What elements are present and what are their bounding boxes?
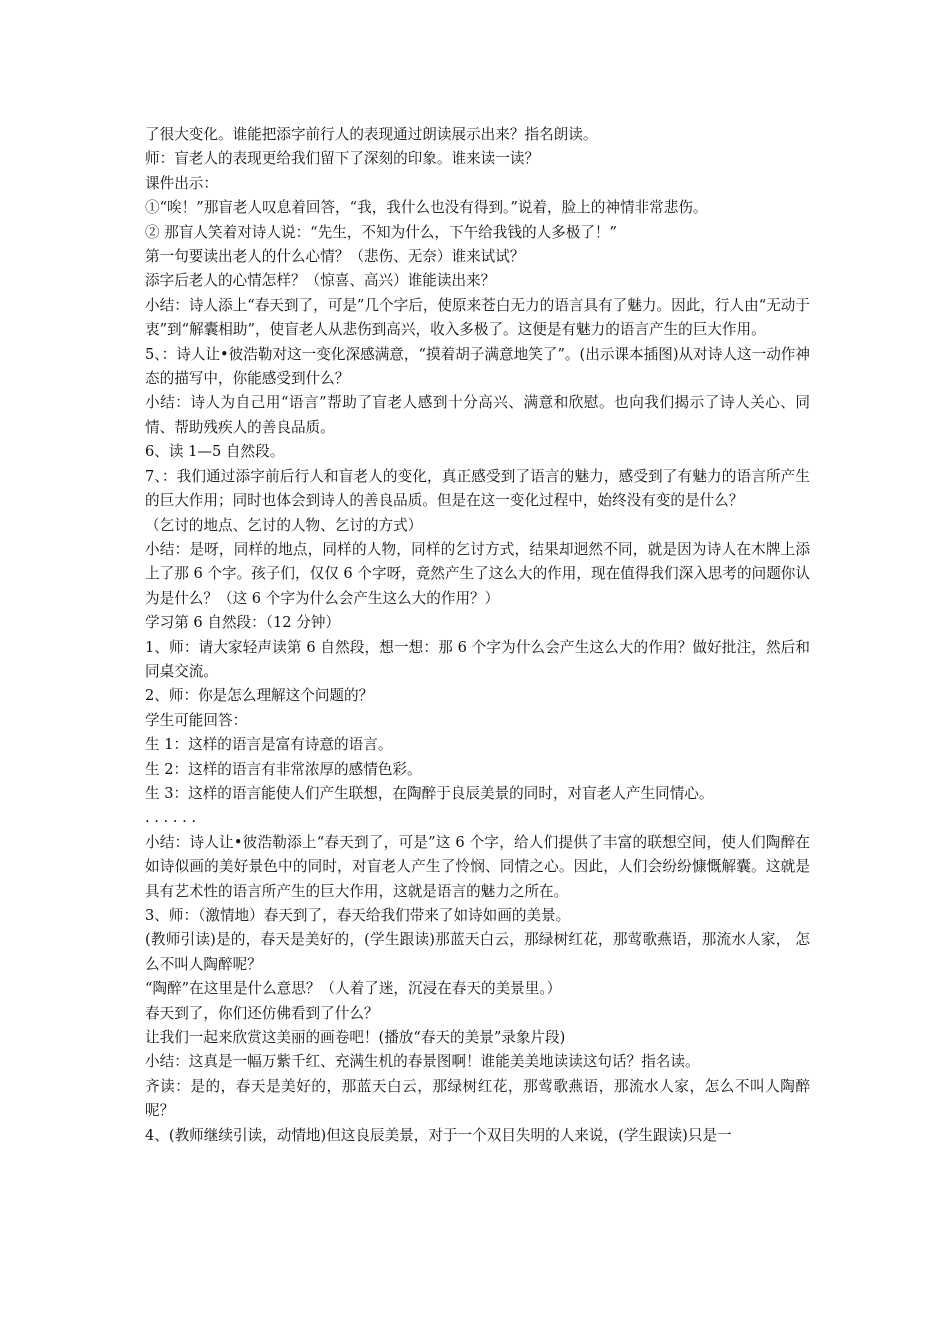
paragraph: （乞讨的地点、乞讨的人物、乞讨的方式） xyxy=(145,516,423,534)
paragraph: 齐读：是的，春天是美好的，那蓝天白云，那绿树红花，那莺歌燕语，那流水人家，怎么不叫人陶醉呢？ xyxy=(145,1077,810,1120)
paragraph: 小结：诗人为自己用“语言”帮助了盲老人感到十分高兴、满意和欣慰。也向我们揭示了诗人关心、同情、帮助残疾人的善良品质。 xyxy=(145,394,810,436)
paragraph: 第一句要读出老人的什么心情？（悲伤、无奈）谁来试试？ xyxy=(145,248,525,266)
paragraph: 6、读 1—5 自然段。 xyxy=(145,443,285,461)
paragraph: 2、师：你是怎么理解这个问题的？ xyxy=(145,687,374,705)
paragraph: 春天到了，你们还仿佛看到了什么？ xyxy=(145,1004,379,1022)
document-body xyxy=(145,123,810,1148)
ellipsis-line: . . . . . . xyxy=(145,809,197,827)
paragraph: 生 1：这样的语言是富有诗意的语言。 xyxy=(145,736,393,754)
paragraph: 课件出示： xyxy=(145,174,218,192)
paragraph: 7、：我们通过添字前后行人和盲老人的变化，真正感受到了语言的魅力，感受到了有魅力的语言所产生的巨大作用；同时也体会到诗人的善良品质。但是在这一变化过程中，始终没有变的是什么？ xyxy=(145,467,810,510)
paragraph: 了很大变化。谁能把添字前行人的表现通过朗读展示出来？指名朗读。 xyxy=(145,126,598,143)
paragraph: 生 3：这样的语言能使人们产生联想，在陶醉于良辰美景的同时，对盲老人产生同情心。 xyxy=(145,784,714,802)
paragraph: 学生可能回答： xyxy=(145,711,248,729)
paragraph: 小结：是呀，同样的地点，同样的人物，同样的乞讨方式，结果却迥然不同，就是因为诗人在木牌上添上了那 6 个字。孩子们，仅仅 6 个字呀，竟然产生了这么大的作用，现在值得我们深入思考的问题你认为是什么？（这 6 个字为什么会产生这么大的作用？） xyxy=(145,540,810,607)
paragraph: 添字后老人的心情怎样？（惊喜、高兴）谁能读出来？ xyxy=(145,272,496,290)
paragraph: 3、师：（激情地）春天到了，春天给我们带来了如诗如画的美景。 xyxy=(145,907,571,924)
paragraph: 小结：这真是一幅万紫千红、充满生机的春景图啊！谁能美美地读读这句话？指名读。 xyxy=(145,1053,700,1071)
paragraph: 小结：诗人添上“春天到了，可是”几个字后，使原来苍白无力的语言具有了魅力。因此，行人由“无动于衷”到“解囊相助”，使盲老人从悲伤到高兴，收入多极了。这便是有魅力的语言产生的巨大作用。 xyxy=(145,296,810,339)
paragraph: “陶醉”在这里是什么意思？（人着了迷，沉浸在春天的美景里。） xyxy=(145,980,562,998)
paragraph: 1、师：请大家轻声读第 6 自然段，想一想：那 6 个字为什么会产生这么大的作用？做好批注，然后和同桌交流。 xyxy=(145,638,810,680)
paragraph: 让我们一起来欣赏这美丽的画卷吧！(播放“春天的美景”录象片段) xyxy=(145,1029,566,1047)
paragraph: 5、：诗人让•彼浩勒对这一变化深感满意，“摸着胡子满意地笑了”。(出示课本插图)从对诗人这一动作神态的描写中，你能感受到什么？ xyxy=(145,345,810,388)
paragraph: 师：盲老人的表现更给我们留下了深刻的印象。谁来读一读？ xyxy=(145,150,540,168)
paragraph: 学习第 6 自然段：（12 分钟） xyxy=(145,614,341,632)
paragraph: 小结：诗人让•彼浩勒添上“春天到了，可是”这 6 个字，给人们提供了丰富的联想空间，使人们陶醉在如诗似画的美好景色中的同时，对盲老人产生了怜悯、同情之心。因此，人们会纷纷慷慨解囊。这就是具有艺术性的语言所产生的巨大作用，这就是语言的魅力之所在。 xyxy=(145,833,810,900)
paragraph: 4、(教师继续引读，动情地)但这良辰美景，对于一个双目失明的人来说，(学生跟读)只是一 xyxy=(145,1126,732,1144)
paragraph: (教师引读)是的，春天是美好的，(学生跟读)那蓝天白云，那绿树红花，那莺歌燕语，那流水人家， 怎么不叫人陶醉呢？ xyxy=(145,931,810,973)
paragraph: ①“唉！”那盲老人叹息着回答，“我，我什么也没有得到。”说着，脸上的神情非常悲伤。 xyxy=(145,199,708,217)
paragraph: ② 那盲人笑着对诗人说：“先生，不知为什么，下午给我钱的人多极了！” xyxy=(145,223,617,241)
paragraph: 生 2：这样的语言有非常浓厚的感情色彩。 xyxy=(145,760,422,778)
